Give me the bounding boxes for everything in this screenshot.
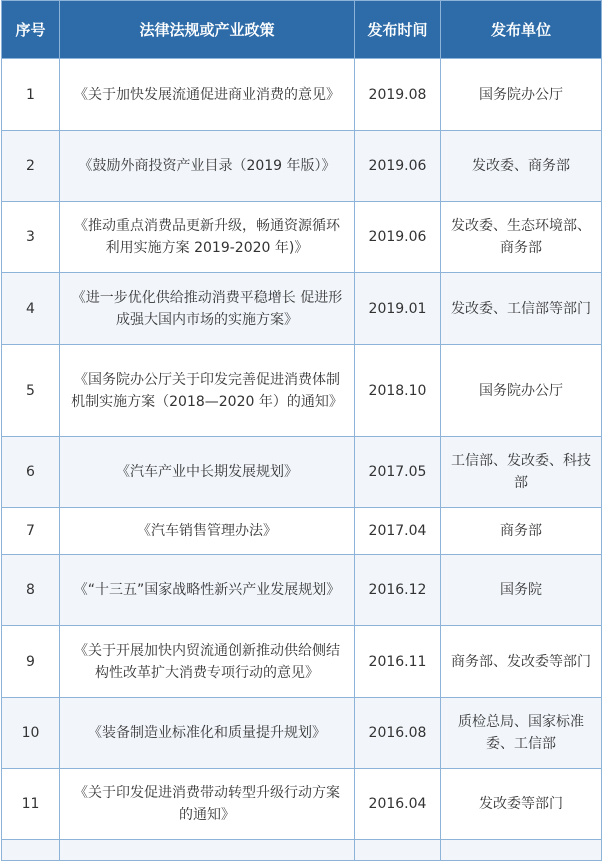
row-number: 6 — [2, 437, 60, 508]
policy-name: 《鼓励外商投资产业目录（2019 年版）》 — [60, 131, 355, 202]
publisher: 发改委、生态环境部、商务部 — [441, 202, 602, 273]
publish-date: 2016.08 — [355, 698, 441, 769]
policy-name: 《关于加快发展流通促进商业消费的意见》 — [60, 59, 355, 131]
header-policy: 法律法规或产业政策 — [60, 1, 355, 59]
publish-date: 2016.04 — [355, 769, 441, 840]
publisher: 发改委、工信部等部门 — [441, 273, 602, 345]
header-org: 发布单位 — [441, 1, 602, 59]
publisher: 发改委、商务部 — [441, 131, 602, 202]
table-row — [2, 345, 602, 437]
publisher: 质检总局、国家标准委、工信部 — [441, 698, 602, 769]
policy-name: 《关于开展加快内贸流通创新推动供给侧结构性改革扩大消费专项行动的意见》 — [60, 626, 355, 698]
publisher: 商务部、发改委等部门 — [441, 626, 602, 698]
row-number: 4 — [2, 273, 60, 345]
row-number: 9 — [2, 626, 60, 698]
table-row — [2, 131, 602, 202]
table-row — [2, 698, 602, 769]
header-no: 序号 — [2, 1, 60, 59]
publish-date: 2016.12 — [355, 555, 441, 626]
row-number: 8 — [2, 555, 60, 626]
table-row — [2, 626, 602, 698]
publish-date — [355, 840, 441, 861]
policy-name: 《进一步优化供给推动消费平稳增长 促进形成强大国内市场的实施方案》 — [60, 273, 355, 345]
header-row — [2, 1, 602, 59]
publish-date: 2019.01 — [355, 273, 441, 345]
table-row — [2, 840, 602, 861]
table-row — [2, 769, 602, 840]
policy-name: 《汽车销售管理办法》 — [60, 508, 355, 555]
publisher: 发改委等部门 — [441, 769, 602, 840]
publish-date: 2019.06 — [355, 202, 441, 273]
policy-name: 《装备制造业标准化和质量提升规划》 — [60, 698, 355, 769]
row-number — [2, 840, 60, 861]
row-number: 11 — [2, 769, 60, 840]
row-number: 7 — [2, 508, 60, 555]
publisher: 商务部 — [441, 508, 602, 555]
row-number: 10 — [2, 698, 60, 769]
policy-name — [60, 840, 355, 861]
policy-table — [1, 0, 602, 861]
header-date: 发布时间 — [355, 1, 441, 59]
publish-date: 2016.11 — [355, 626, 441, 698]
table-row — [2, 273, 602, 345]
table-row — [2, 202, 602, 273]
publisher: 工信部、发改委、科技部 — [441, 437, 602, 508]
policy-name: 《“十三五”国家战略性新兴产业发展规划》 — [60, 555, 355, 626]
publisher: 国务院 — [441, 555, 602, 626]
publish-date: 2018.10 — [355, 345, 441, 437]
policy-name: 《汽车产业中长期发展规划》 — [60, 437, 355, 508]
row-number: 2 — [2, 131, 60, 202]
publish-date: 2019.08 — [355, 59, 441, 131]
publish-date: 2017.05 — [355, 437, 441, 508]
publish-date: 2019.06 — [355, 131, 441, 202]
policy-name: 《国务院办公厅关于印发完善促进消费体制机制实施方案（2018—2020 年）的通知》 — [60, 345, 355, 437]
policy-name: 《关于印发促进消费带动转型升级行动方案的通知》 — [60, 769, 355, 840]
row-number: 3 — [2, 202, 60, 273]
publisher: 国务院办公厅 — [441, 345, 602, 437]
table-row — [2, 555, 602, 626]
policy-name: 《推动重点消费品更新升级，畅通资源循环利用实施方案 2019-2020 年)》 — [60, 202, 355, 273]
publisher: 国务院办公厅 — [441, 59, 602, 131]
publish-date: 2017.04 — [355, 508, 441, 555]
table-row — [2, 508, 602, 555]
row-number: 5 — [2, 345, 60, 437]
table-row — [2, 59, 602, 131]
publisher — [441, 840, 602, 861]
row-number: 1 — [2, 59, 60, 131]
table-row — [2, 437, 602, 508]
